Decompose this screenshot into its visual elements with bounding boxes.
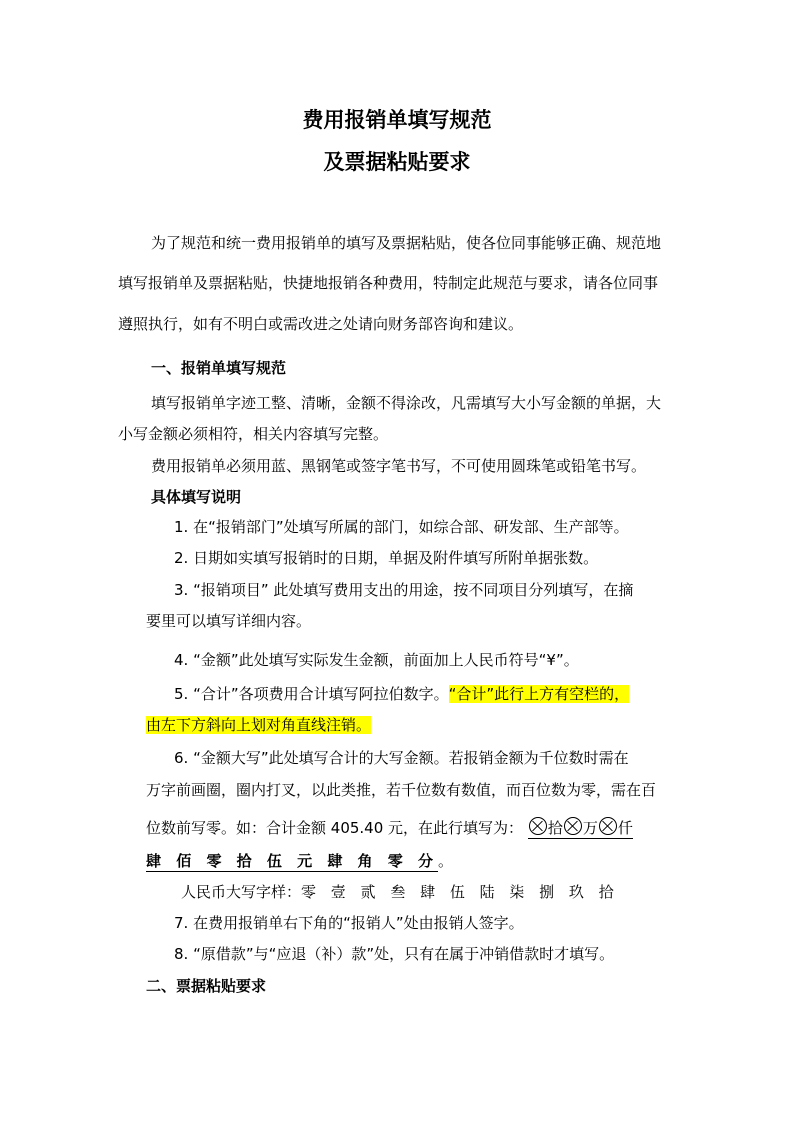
amount-period: 。 [438, 852, 454, 870]
doc-title-line1: 费用报销单填写规范 [302, 107, 492, 132]
item-7: 7. 在费用报销单右下角的“报销人”处由报销人签字。 [174, 914, 524, 932]
item-5-line1 [174, 684, 774, 704]
rmb-chars-list: 零 壹 贰 叁 肆 伍 陆 柒 捌 玖 拾 [301, 883, 619, 901]
item-5-highlight-2: 由左下方斜向上划对角直线注销。 [146, 716, 372, 734]
item-3-line1: 3. “报销项目” 此处填写费用支出的用途，按不同项目分列填写，在摘 [174, 581, 634, 599]
item-5-line2 [146, 715, 746, 735]
item-4: 4. “金额”此处填写实际发生金额，前面加上人民币符号“¥”。 [174, 651, 579, 669]
doc-title-line2: 及票据粘贴要求 [323, 149, 471, 174]
item-6-line3 [146, 817, 746, 839]
amount-unit-shi: 拾 [547, 819, 563, 837]
item-6-example-text: 位数前写零。如：合计金额 405.40 元，在此行填写为： [146, 819, 524, 837]
crossed-circle-icon [564, 817, 582, 835]
item-2: 2. 日期如实填写报销时的日期，单据及附件填写所附单据张数。 [174, 549, 599, 567]
s1-paragraph2: 费用报销单必须用蓝、黑钢笔或签字笔书写，不可使用圆珠笔或铅笔书写。 [151, 457, 647, 475]
crossed-circle-icon [599, 817, 617, 835]
item-5-text: 5. “合计”各项费用合计填写阿拉伯数字。 [174, 685, 449, 703]
item-6-line1: 6. “金额大写”此处填写合计的大写金额。若报销金额为千位数时需在 [174, 749, 629, 767]
amount-unit-qian: 仟 [617, 819, 633, 837]
crossed-circle-icon [529, 817, 547, 835]
rmb-chars-label: 人民币大写字样： [181, 883, 302, 901]
item-6-line2: 万字前画圈，圈内打叉，以此类推，若千位数有数值，而百位数为零，需在百 [146, 781, 657, 799]
s1-paragraph1-line2: 小写金额必须相符，相关内容填写完整。 [118, 425, 389, 443]
item-8: 8. “原借款”与“应退（补）款”处，只有在属于冲销借款时才填写。 [174, 945, 615, 963]
specific-heading: 具体填写说明 [151, 488, 242, 506]
item-5-highlight-1: “合计”此行上方有空栏的， [448, 685, 630, 703]
item-1: 1. 在“报销部门”处填写所属的部门，如综合部、研发部、生产部等。 [174, 518, 629, 536]
amount-blank-part2: 肆 佰 零 拾 伍 元 肆 角 零 分 [146, 852, 439, 870]
amount-blank-part1 [528, 817, 633, 839]
intro-line-2: 填写报销单及票据粘贴，快捷地报销各种费用，特制定此规范与要求，请各位同事 [118, 274, 659, 292]
intro-line-1: 为了规范和统一费用报销单的填写及票据粘贴，使各位同事能够正确、规范地 [151, 234, 662, 252]
rmb-chars-line [181, 882, 781, 902]
intro-line-3: 遵照执行，如有不明白或需改进之处请向财务部咨询和建议。 [118, 315, 524, 333]
section2-heading: 二、票据粘贴要求 [146, 977, 267, 995]
item-3-line2: 要里可以填写详细内容。 [146, 612, 312, 630]
item-6-line4 [146, 851, 746, 872]
amount-unit-wan: 万 [582, 819, 598, 837]
s1-paragraph1-line1: 填写报销单字迹工整、清晰，金额不得涂改，凡需填写大小写金额的单据，大 [151, 394, 662, 412]
section1-heading: 一、报销单填写规范 [151, 359, 287, 377]
